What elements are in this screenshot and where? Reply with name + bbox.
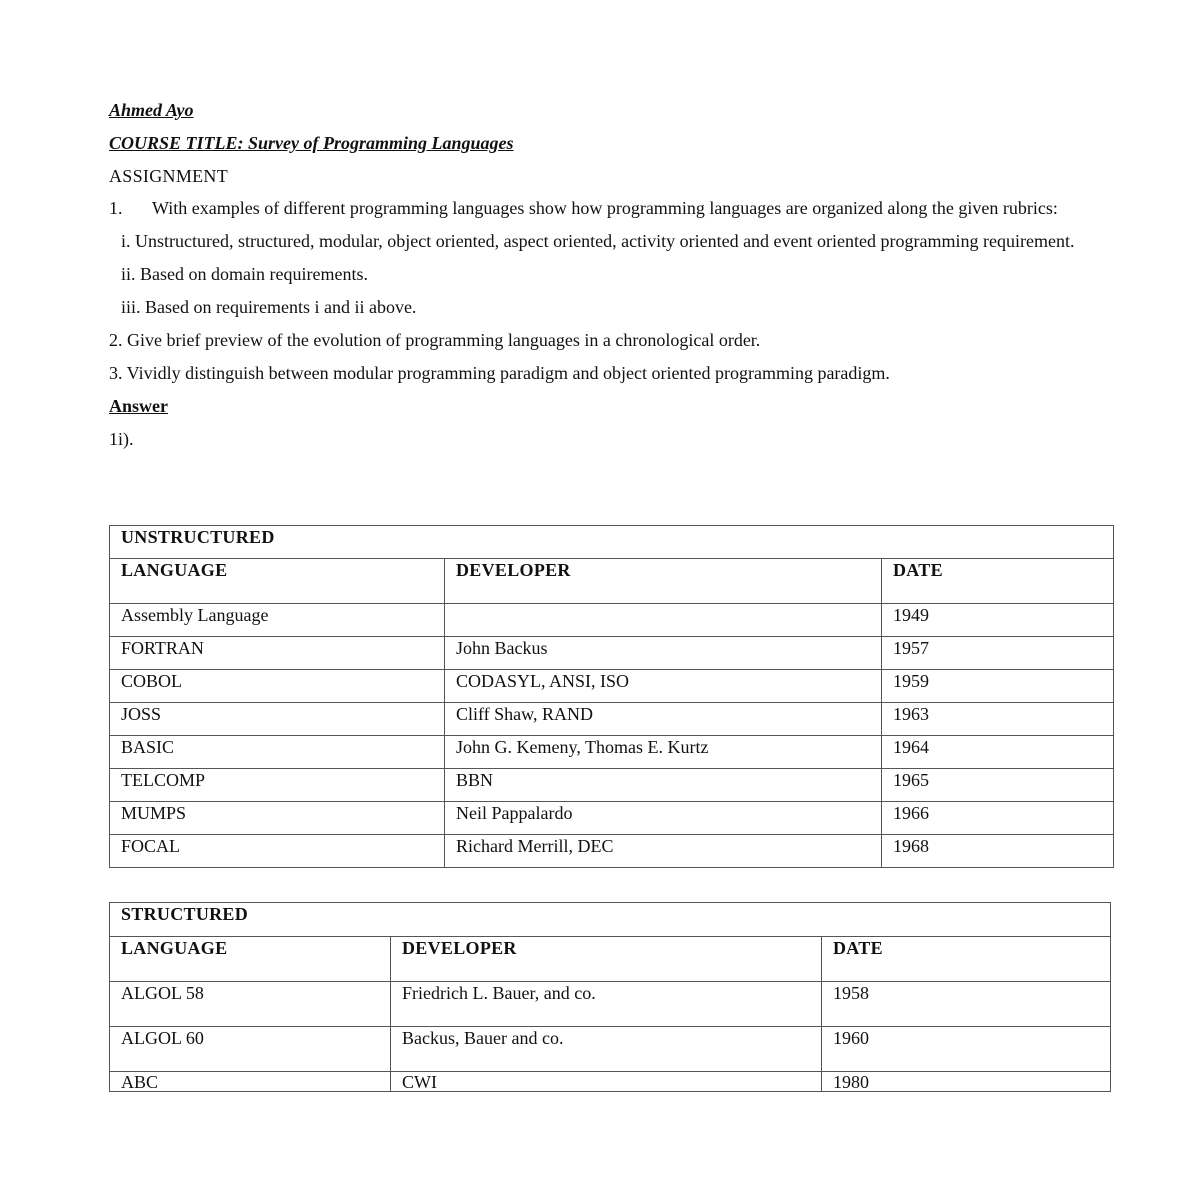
table-row [110, 703, 1114, 736]
author-name: Ahmed Ayo [109, 100, 194, 120]
date-cell: 1964 [882, 736, 1114, 769]
table-row [110, 769, 1114, 802]
table-row [110, 604, 1114, 637]
question-1-text: With examples of different programming languages show how programming languages are organized along the given rubrics: [152, 198, 1058, 218]
date-cell: 1957 [882, 637, 1114, 670]
developer-cell: John G. Kemeny, Thomas E. Kurtz [445, 736, 882, 769]
language-cell: ALGOL 58 [110, 982, 391, 1027]
table-row [110, 736, 1114, 769]
developer-cell [445, 604, 882, 637]
developer-cell: Friedrich L. Bauer, and co. [391, 982, 822, 1027]
language-cell: JOSS [110, 703, 445, 736]
date-cell: 1965 [882, 769, 1114, 802]
language-cell: BASIC [110, 736, 445, 769]
table-row [110, 1027, 1111, 1072]
language-cell: MUMPS [110, 802, 445, 835]
table-row [110, 982, 1111, 1027]
assignment-heading: ASSIGNMENT [109, 166, 229, 186]
table-title: UNSTRUCTURED [110, 526, 1114, 559]
developer-cell: CWI [391, 1072, 822, 1092]
table-row [110, 670, 1114, 703]
developer-cell: John Backus [445, 637, 882, 670]
table-row [110, 637, 1114, 670]
question-1-part-iii: iii. Based on requirements i and ii above. [121, 297, 417, 317]
answer-heading: Answer [109, 396, 168, 416]
column-header-date: DATE [822, 937, 1111, 982]
table-title-row [110, 903, 1111, 937]
table-header-row [110, 937, 1111, 982]
date-cell: 1959 [882, 670, 1114, 703]
column-header-language: LANGUAGE [110, 559, 445, 604]
language-cell: Assembly Language [110, 604, 445, 637]
language-cell: FORTRAN [110, 637, 445, 670]
developer-cell: CODASYL, ANSI, ISO [445, 670, 882, 703]
column-header-language: LANGUAGE [110, 937, 391, 982]
date-cell: 1980 [822, 1072, 1111, 1092]
table-title: STRUCTURED [110, 903, 1111, 937]
column-header-date: DATE [882, 559, 1114, 604]
question-3: 3. Vividly distinguish between modular programming paradigm and object oriented programming paradigm. [109, 363, 890, 383]
table-row [110, 1072, 1111, 1092]
date-cell: 1960 [822, 1027, 1111, 1072]
table-row [110, 802, 1114, 835]
table-header-row [110, 559, 1114, 604]
answer-label: 1i). [109, 429, 134, 449]
course-title: COURSE TITLE: Survey of Programming Languages [109, 133, 514, 153]
date-cell: 1966 [882, 802, 1114, 835]
table-row [110, 835, 1114, 868]
date-cell: 1949 [882, 604, 1114, 637]
unstructured-table [109, 525, 1114, 868]
question-1 [109, 198, 1090, 219]
date-cell: 1963 [882, 703, 1114, 736]
column-header-developer: DEVELOPER [445, 559, 882, 604]
language-cell: FOCAL [110, 835, 445, 868]
structured-table [109, 902, 1111, 1092]
date-cell: 1958 [822, 982, 1111, 1027]
developer-cell: Richard Merrill, DEC [445, 835, 882, 868]
language-cell: TELCOMP [110, 769, 445, 802]
table-title-row [110, 526, 1114, 559]
developer-cell: BBN [445, 769, 882, 802]
language-cell: ALGOL 60 [110, 1027, 391, 1072]
date-cell: 1968 [882, 835, 1114, 868]
question-1-part-ii: ii. Based on domain requirements. [121, 264, 368, 284]
question-2: 2. Give brief preview of the evolution of programming languages in a chronological order. [109, 330, 761, 350]
developer-cell: Neil Pappalardo [445, 802, 882, 835]
developer-cell: Backus, Bauer and co. [391, 1027, 822, 1072]
document-body [109, 100, 1090, 462]
developer-cell: Cliff Shaw, RAND [445, 703, 882, 736]
question-1-number: 1. [109, 198, 123, 218]
question-1-part-i: i. Unstructured, structured, modular, object oriented, aspect oriented, activity oriented and event oriented programming requirement. [121, 231, 1075, 251]
language-cell: ABC [110, 1072, 391, 1092]
language-cell: COBOL [110, 670, 445, 703]
column-header-developer: DEVELOPER [391, 937, 822, 982]
